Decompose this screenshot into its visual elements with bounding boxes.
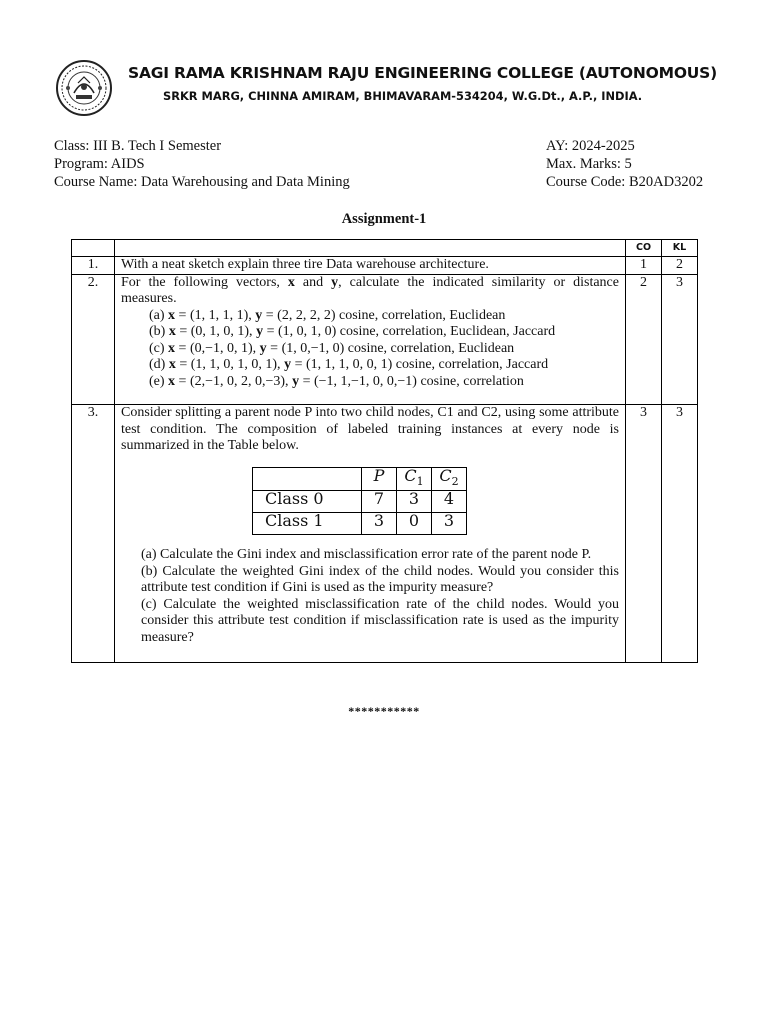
co-value: 2 [626, 274, 662, 405]
question-text: With a neat sketch explain three tire Data warehouse architecture. [115, 257, 626, 275]
cell-value: 0 [397, 513, 432, 535]
row-label: Class 1 [253, 513, 362, 535]
question-row-1 [72, 257, 698, 275]
header-p: P [362, 467, 397, 491]
table-row [253, 513, 467, 535]
table-header-row [72, 240, 698, 257]
class-distribution-table [252, 467, 467, 536]
cell-value: 4 [432, 491, 467, 513]
subpart-a: (a) Calculate the Gini index and misclassification error rate of the parent node P. [141, 547, 592, 563]
question-text [115, 405, 626, 663]
subpart-e: (e) x = (2,−1, 0, 2, 0,−3), y = (−1, 1,−1, 0, 0,−1) cosine, correlation [149, 373, 524, 389]
question-intro: Consider splitting a parent node P into two child nodes, C1 and C2, using some attribute test condition. The composition of labeled training instances at every node is summarized in the Table below. [121, 405, 619, 453]
question-number: 1. [72, 257, 115, 275]
header-c2: $C_2$ [432, 467, 467, 491]
kl-value: 3 [662, 405, 698, 663]
question-intro: For the following vectors, x and y, calculate the indicated similarity or distance measures. [121, 274, 619, 306]
subpart-d: (d) x = (1, 1, 0, 1, 0, 1), y = (1, 1, 1, 0, 0, 1) cosine, correlation, Jaccard [149, 357, 549, 372]
question-number: 2. [72, 274, 115, 405]
academic-year: AY: 2024-2025 [546, 138, 635, 154]
subpart-b: (b) x = (0, 1, 0, 1), y = (1, 0, 1, 0) cosine, correlation, Euclidean, Jaccard [149, 324, 556, 339]
questions-table [71, 239, 698, 663]
kl-value: 3 [662, 274, 698, 405]
co-value: 3 [626, 405, 662, 663]
table-row [253, 491, 467, 513]
program-info: Program: AIDS [54, 156, 145, 172]
class-info: Class: III B. Tech I Semester [54, 138, 222, 154]
subpart-b: (b) Calculate the weighted Gini index of the child nodes. Would you consider this attribute test condition if Gini is used as the impurity measure? [141, 563, 619, 596]
row-label: Class 0 [253, 491, 362, 513]
co-header: CO [626, 240, 662, 257]
co-value: 1 [626, 257, 662, 275]
course-code: Course Code: B20AD3202 [546, 174, 704, 190]
cell-value: 3 [432, 513, 467, 535]
question-number: 3. [72, 405, 115, 663]
max-marks: Max. Marks: 5 [546, 156, 632, 172]
college-name: SAGI RAMA KRISHNAM RAJU ENGINEERING COLLEGE (AUTONOMOUS) [128, 64, 718, 82]
assignment-title: Assignment-1 [341, 211, 427, 227]
college-address: SRKR MARG, CHINNA AMIRAM, BHIMAVARAM-534204, W.G.Dt., A.P., INDIA. [163, 89, 643, 103]
college-emblem-logo [54, 59, 114, 117]
kl-header: KL [662, 240, 698, 257]
question-row-2 [72, 274, 698, 405]
class-table-header [253, 467, 467, 491]
subpart-a: (a) x = (1, 1, 1, 1), y = (2, 2, 2, 2) cosine, correlation, Euclidean [149, 307, 506, 323]
cell-value: 3 [362, 513, 397, 535]
subpart-c: (c) x = (0,−1, 0, 1), y = (1, 0,−1, 0) cosine, correlation, Euclidean [149, 340, 515, 356]
meta-right [546, 137, 703, 191]
header-c1: $C_1$ [397, 467, 432, 491]
question-text [115, 274, 626, 405]
meta-left [54, 137, 350, 191]
question-row-3 [72, 405, 698, 663]
cell-value: 7 [362, 491, 397, 513]
cell-value: 3 [397, 491, 432, 513]
end-marker: *********** [348, 704, 420, 718]
kl-value: 2 [662, 257, 698, 275]
course-name: Course Name: Data Warehousing and Data Mining [54, 174, 350, 190]
subpart-c: (c) Calculate the weighted misclassification rate of the child nodes. Would you consider this attribute test condition if misclassification rate is used as the impurity measure? [141, 596, 619, 645]
